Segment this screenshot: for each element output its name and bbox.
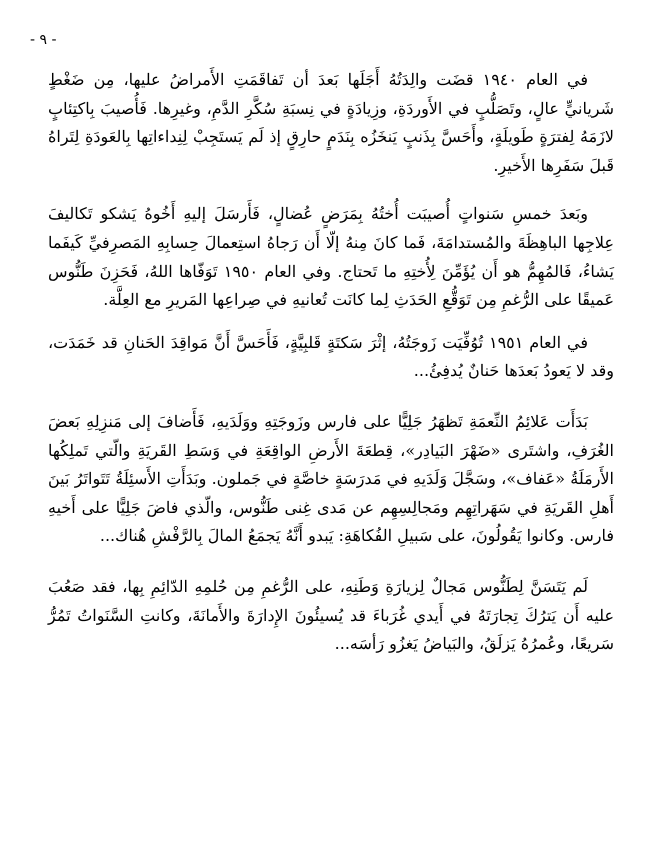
page-body (48, 66, 614, 677)
paragraph-signs-of-wealth: بَدَأَت عَلائِمُ النِّعمَةِ تَظهَرُ جَلِيًّا على فارس وزَوجَتِهِ ووَلَدَيهِ، فَأَضافَ إلى مَنزِلِهِ بَعضَ الغُرَفِ، واشتَرى «ضَهْرَ البَيادِر»، قِطعَةَ الأَرضِ الواقِعَةِ في وَسَطِ القَريَةِ والّتي تَملِكُها الأَرمَلَةُ «عَفاف»، وسَجَّلَ وَلَدَيهِ في مَدرَسَةٍ خاصَّةٍ في جَملون. وبَدَأَتِ الأَسئِلَةُ تَتَواتَرُ بَينَ أَهلِ القَريَةِ في سَهَراتِهِم ومَجالِسِهِم عن مَدى غِنى طَنُّوس، والّذي فاضَ جَلِيًّا على أَخيهِ فارس. وكانوا يَقُولُونَ، على سَبيلِ الفُكاهَةِ: يَبدو أَنَّهُ يَجمَعُ المالَ بِالرَّفْشِ هُناك... (48, 411, 614, 546)
paragraph-no-visit-home: لَم يَتَسَنَّ لِطَنُّوس مَجالٌ لِزيارَةِ وَطَنِهِ، على الرُّغمِ مِن حُلمِهِ الدّائِمِ بِها، فقد صَعُبَ عليه أَن يَترُكَ تِجارَتَهُ في أَيدي غُرَباءَ قد يُسيئُونَ الإِدارَةَ والأَمانَةَ، وكانتِ السَّنَواتُ تَمُرُّ سَريعًا، وعُمرُهُ يَزلَقُ، والبَياضُ يَغزُو رَأسَه... (48, 576, 614, 654)
paragraph-mothers-death: في العام ١٩٤٠ قضَت والِدَتُهُ أَجَلَها بَعدَ أن تَفاقَمَتِ الأَمراضُ عليها، مِن ضَغْطٍ شَريانيٍّ عالٍ، وتَصَلُّبٍ في الأَوردَةِ، وزِيادَةٍ في نِسبَةِ سُكَّرِ الدَّمِ، وغيرِها. فَأُصيبَ بِاكتِئابٍ لازَمَهُ لِفترَةٍ طَويلَةٍ، وأَحَسَّ بِذَنبٍ يَنخَزُه بِنَدَمٍ حارِقٍ إذ لَم يَستَجِبْ لِنِداءاتِها بِالعَودَةِ لِتَراهُ قَبلَ سَفَرِها الأَخيرِ. (48, 70, 614, 175)
page-number: - ٩ - (30, 32, 57, 48)
paragraph-sisters-illness: وبَعدَ خمسِ سَنواتٍ أُصيبَت أُختُهُ بِمَرَضٍ عُضالٍ، فَأَرسَلَ إليهِ أَخُوهُ يَشكو تَكاليفَ عِلاجِها الباهِظَةَ والمُستدامَةَ، فَما كانَ مِنهُ إلّا أَن رَجاهُ استِعمالَ حِسابِهِ المَصرِفيِّ كَيفَما يَشاءُ، فَالمُهِمُّ هو أَن يُؤَمِّنَ لِأُختِهِ ما تَحتاج. وفي العام ١٩٥٠ تَوَفّاها اللهُ، فَحَزِنَ طَنُّوس عَميقًا على الرُّغمِ مِن تَوَقُّعِ الحَدَثِ لِما كانَت تُعانيهِ في صِراعِها المَريرِ مع العِلَّة. (48, 204, 614, 310)
paragraph-wifes-death: في العام ١٩٥١ تُوُفِّيَت زَوجَتُهُ، إثْرَ سَكتَةٍ قَلبِيَّةٍ، فَأَحَسَّ أَنَّ مَواقِدَ الحَنانِ قد خَمَدَت، وقد لا يَعودُ بَعدَها حَنانٌ يُدفِئُ... (48, 332, 614, 381)
